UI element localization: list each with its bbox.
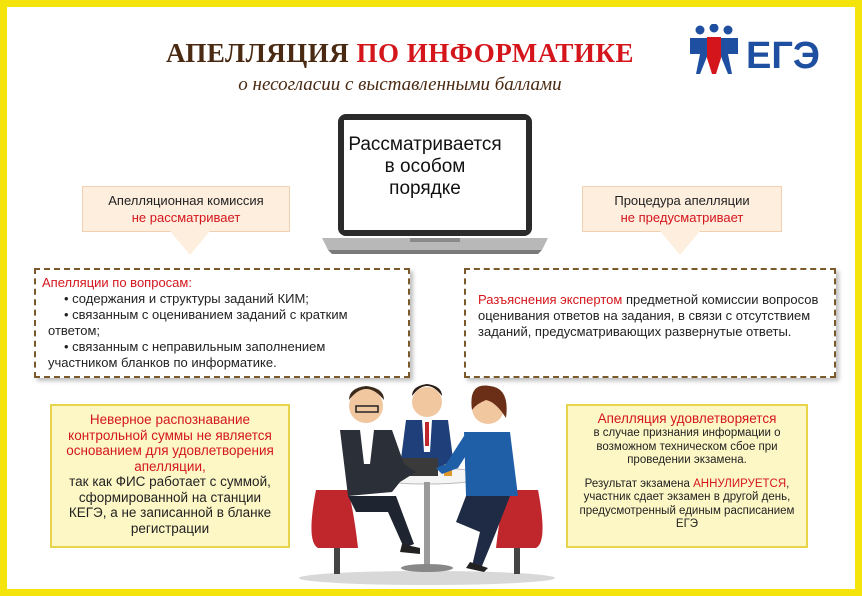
callout-commission xyxy=(82,186,290,232)
checksum-text: так как ФИС работает с суммой, сформированной на станции КЕГЭ, а не записанной в бланке регистрации xyxy=(68,474,272,536)
callout-procedure xyxy=(582,186,782,232)
page-title xyxy=(100,38,700,69)
appeal-satisfied-text1: в случае признания информации о возможном техническом сбое при проведении экзамена. xyxy=(593,427,781,466)
appeals-item-2: • связанным с оцениванием заданий с кратким xyxy=(64,307,348,322)
appeal-satisfied-header: Апелляция удовлетворяется xyxy=(597,411,777,426)
callout-left-pointer xyxy=(170,231,210,255)
meeting-people-illustration xyxy=(296,372,558,586)
appeals-item-3: • связанным с неправильным заполнением xyxy=(64,339,326,354)
appeal-satisfied-text2 xyxy=(576,478,798,532)
appeals-item-2-cont: ответом; xyxy=(48,323,101,338)
page-subtitle: о несогласии с выставленными баллами xyxy=(238,74,562,95)
title-part2: ПО ИНФОРМАТИКЕ xyxy=(356,38,634,68)
appeals-item-1: • содержания и структуры заданий КИМ; xyxy=(64,291,309,306)
result-text-part2: , участник сдает экзамен в другой день, предусмотренный единым расписанием ЕГЭ xyxy=(579,477,795,530)
appeals-not-considered-box xyxy=(34,268,410,378)
callout-procedure-line1: Процедура апелляции xyxy=(614,193,750,208)
checksum-bold-text: Неверное распознавание контрольной суммы не является основанием для удовлетворения апелляции, xyxy=(66,412,274,474)
appeal-satisfied-box xyxy=(566,404,808,548)
expert-text: предметной комиссии вопросов оценивания ответов на задания, в связи с отсутствием заданий, предусматривающих развернутые ответы. xyxy=(478,292,819,339)
ege-logo xyxy=(686,24,836,80)
result-text-part1: Результат экзамена xyxy=(584,477,694,490)
annulled-highlight: АННУЛИРУЕТСЯ xyxy=(693,477,787,490)
appeals-item-3-cont: участником бланков по информатике. xyxy=(48,355,277,370)
expert-highlight: Разъяснения экспертом xyxy=(478,292,623,307)
appeals-box-header: Апелляции по вопросам: xyxy=(42,275,192,290)
callout-right-pointer xyxy=(660,231,700,255)
callout-procedure-line2: не предусматривает xyxy=(620,210,744,225)
laptop-screen-text: Рассматривается в особом порядке xyxy=(348,134,502,199)
logo-text: ЕГЭ xyxy=(746,35,820,77)
callout-commission-line2: не рассматривает xyxy=(131,210,241,225)
checksum-note-box xyxy=(50,404,290,548)
title-part1: АПЕЛЛЯЦИЯ xyxy=(166,38,350,68)
callout-commission-line1: Апелляционная комиссия xyxy=(108,193,264,208)
expert-explanations-box xyxy=(464,268,836,378)
